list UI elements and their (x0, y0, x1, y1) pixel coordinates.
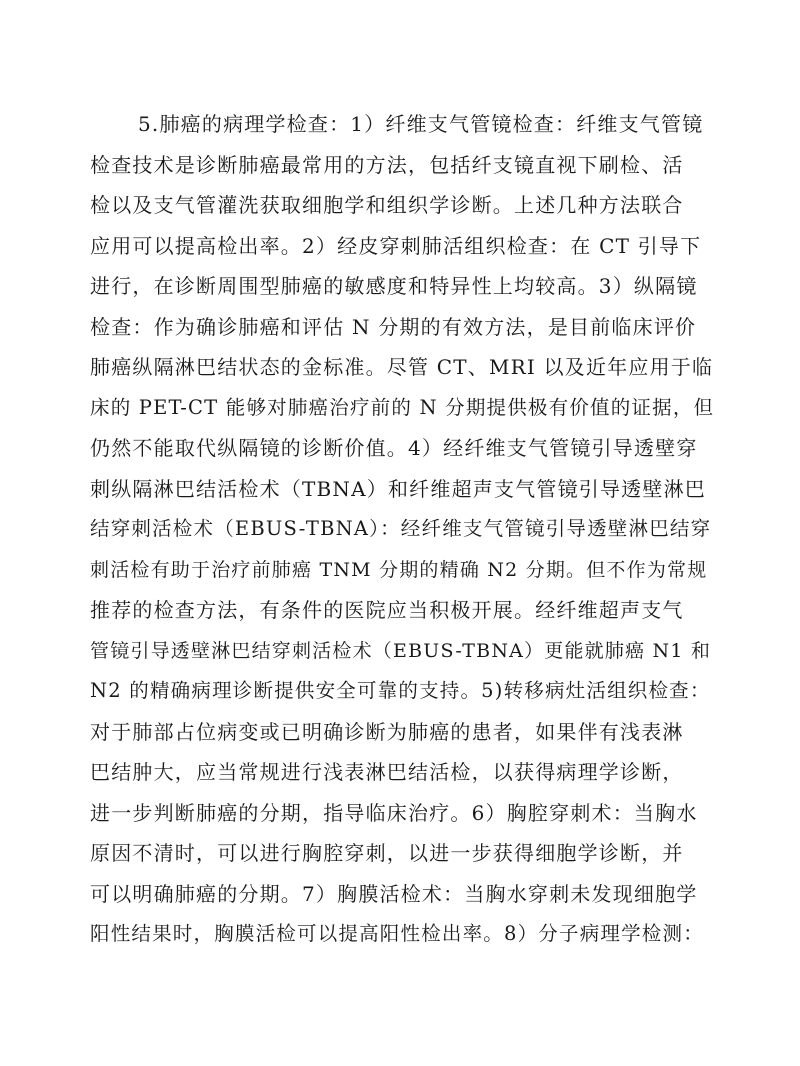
text-line: 管镜引导透壁淋巴结穿刺活检术（EBUS-TBNA）更能就肺癌 N1 和 (90, 639, 712, 662)
text-line: 推荐的检查方法，有条件的医院应当积极开展。经纤维超声支气 (90, 598, 684, 622)
text-line: 可以明确肺癌的分期。7）胸膜活检术：当胸水穿刺未发现细胞学 (90, 881, 698, 906)
text-line: 对于肺部占位病变或已明确诊断为肺癌的患者，如果伴有浅表淋 (90, 719, 684, 744)
text-line: 仍然不能取代纵隔镜的诊断价值。4）经纤维支气管镜引导透壁穿 (90, 436, 698, 460)
text-line: 5.肺癌的病理学检查：1）纤维支气管镜检查：纤维支气管镜 (138, 112, 704, 136)
text-line: 进一步判断肺癌的分期，指导临床治疗。6）胸腔穿刺术：当胸水 (90, 800, 698, 825)
text-line: 检查技术是诊断肺癌最常用的方法，包括纤支镜直视下刷检、活 (90, 152, 684, 177)
text-line: N2 的精确病理诊断提供安全可靠的支持。5)转移病灶活组织检查： (90, 679, 711, 702)
text-line: 床的 PET-CT 能够对肺癌治疗前的 N 分期提供极有价值的证据，但 (90, 395, 714, 419)
text-line: 阳性结果时，胸膜活检可以提高阳性检出率。8）分子病理学检测： (90, 922, 704, 945)
text-line: 原因不清时，可以进行胸腔穿刺，以进一步获得细胞学诊断，并 (90, 841, 684, 865)
text-line: 进行，在诊断周围型肺癌的敏感度和特异性上均较高。3）纵隔镜 (90, 274, 698, 298)
text-line: 巴结肿大，应当常规进行浅表淋巴结活检，以获得病理学诊断， (90, 760, 684, 784)
text-line: 检以及支气管灌洗获取细胞学和组织学诊断。上述几种方法联合 (90, 193, 684, 217)
text-line: 检查：作为确诊肺癌和评估 N 分期的有效方法，是目前临床评价 (90, 314, 697, 339)
text-line: 肺癌纵隔淋巴结状态的金标准。尽管 CT、MRI 以及近年应用于临 (90, 355, 714, 379)
text-line: 刺纵隔淋巴结活检术（TBNA）和纤维超声支气管镜引导透壁淋巴 (90, 476, 706, 501)
text-line: 刺活检有助于治疗前肺癌 TNM 分期的精确 N2 分期。但不作为常规 (90, 558, 708, 581)
body-paragraph (90, 104, 714, 955)
text-line: 结穿刺活检术（EBUS-TBNA）：经纤维支气管镜引导透壁淋巴结穿 (90, 517, 712, 540)
text-line: 应用可以提高检出率。2）经皮穿刺肺活组织检查：在 CT 引导下 (90, 233, 702, 258)
